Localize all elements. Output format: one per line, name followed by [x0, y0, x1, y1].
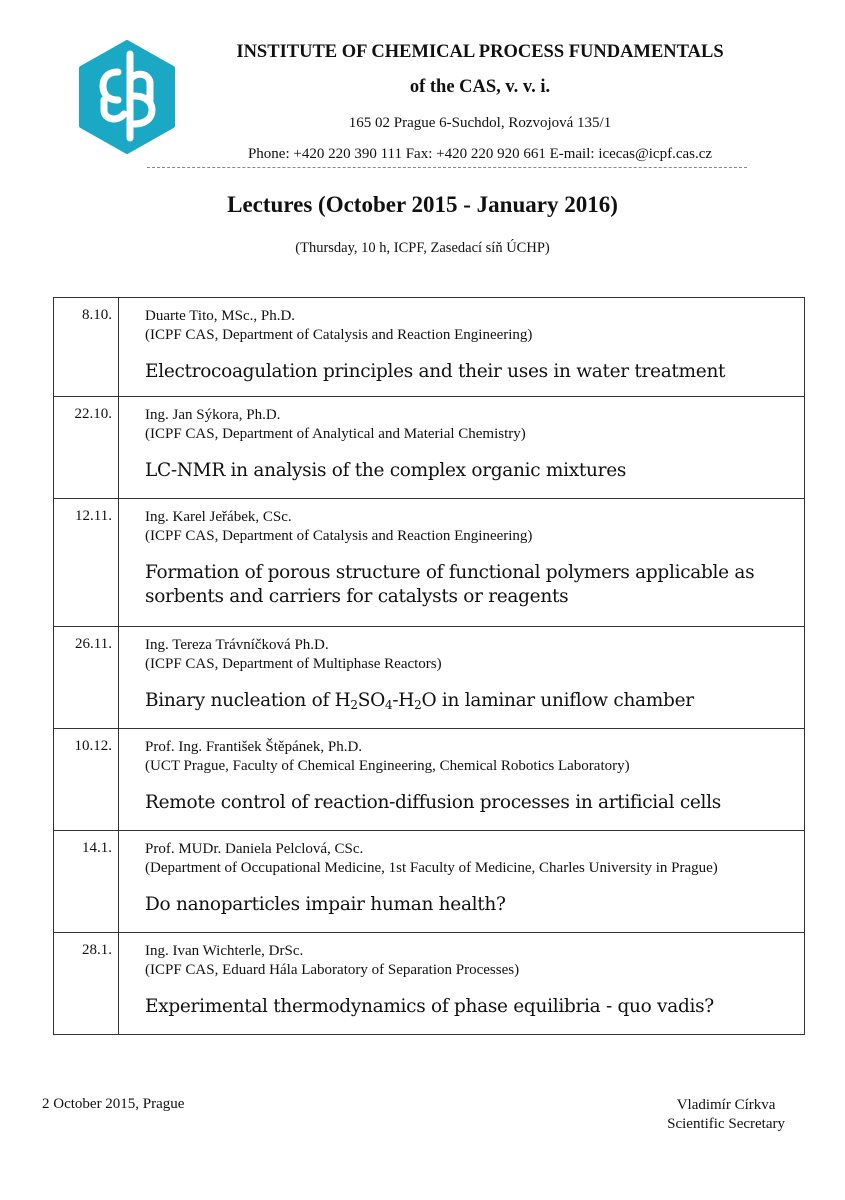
title-text: SO	[357, 690, 385, 711]
lecture-date: 12.11.	[54, 499, 119, 627]
title-text: Binary nucleation of H	[145, 690, 351, 711]
subscript: 2	[350, 698, 358, 712]
lecture-title: Electrocoagulation principles and their uses in water treatment	[145, 361, 726, 382]
lecture-info	[119, 298, 805, 397]
lecture-info	[119, 933, 805, 1035]
lecture-date: 28.1.	[54, 933, 119, 1035]
lecture-speaker: Prof. MUDr. Daniela Pelclová, CSc.	[145, 841, 364, 857]
footer-date-place: 2 October 2015, Prague	[42, 1096, 185, 1112]
table-row	[54, 933, 805, 1035]
lecture-title: LC-NMR in analysis of the complex organic mixtures	[145, 460, 627, 481]
lecture-date: 22.10.	[54, 397, 119, 499]
lecture-date: 14.1.	[54, 831, 119, 933]
lecture-title	[145, 689, 804, 713]
table-row	[54, 499, 805, 627]
lecture-affiliation: (UCT Prague, Faculty of Chemical Engineering, Chemical Robotics Laboratory)	[145, 758, 630, 774]
letterhead	[200, 40, 760, 163]
lecture-info	[119, 397, 805, 499]
lecture-speaker: Duarte Tito, MSc., Ph.D.	[145, 308, 296, 324]
institute-address: 165 02 Prague 6-Suchdol, Rozvojová 135/1	[348, 115, 612, 131]
subscript: 2	[414, 698, 422, 712]
institute-subtitle: of the CAS, v. v. i.	[409, 77, 551, 97]
lecture-affiliation: (ICPF CAS, Department of Analytical and Material Chemistry)	[145, 426, 526, 442]
lecture-title: Do nanoparticles impair human health?	[145, 894, 506, 915]
lecture-affiliation: (ICPF CAS, Eduard Hála Laboratory of Separation Processes)	[145, 962, 520, 978]
subscript: 4	[385, 698, 393, 712]
lecture-speaker: Ing. Jan Sýkora, Ph.D.	[145, 407, 281, 423]
lecture-speaker: Prof. Ing. František Štěpánek, Ph.D.	[145, 739, 363, 755]
table-row	[54, 298, 805, 397]
lecture-date: 8.10.	[54, 298, 119, 397]
lecture-date: 26.11.	[54, 627, 119, 729]
page-subtitle: (Thursday, 10 h, ICPF, Zasedací síň ÚCHP)	[295, 240, 550, 256]
title-text: -H	[392, 690, 415, 711]
lecture-speaker: Ing. Ivan Wichterle, DrSc.	[145, 943, 304, 959]
page-title: Lectures (October 2015 - January 2016)	[227, 192, 618, 217]
lecture-info	[119, 499, 805, 627]
signatory-role: Scientific Secretary	[667, 1116, 785, 1132]
lecture-affiliation: (ICPF CAS, Department of Multiphase Reactors)	[145, 656, 442, 672]
signatory-name: Vladimír Církva	[676, 1097, 776, 1113]
lecture-affiliation: (ICPF CAS, Department of Catalysis and Reaction Engineering)	[145, 327, 533, 343]
lecture-table	[53, 297, 805, 1035]
footer-signature	[667, 1096, 785, 1134]
lecture-info	[119, 729, 805, 831]
icpf-logo-icon	[78, 40, 176, 154]
lecture-speaker: Ing. Tereza Trávníčková Ph.D.	[145, 637, 329, 653]
lecture-info	[119, 831, 805, 933]
lecture-title: Formation of porous structure of functional polymers applicable as sorbents and carriers for catalysts or reagents	[145, 562, 755, 607]
lecture-date: 10.12.	[54, 729, 119, 831]
lecture-affiliation: (ICPF CAS, Department of Catalysis and Reaction Engineering)	[145, 528, 533, 544]
institute-name: INSTITUTE OF CHEMICAL PROCESS FUNDAMENTALS	[236, 42, 724, 62]
lecture-title: Remote control of reaction-diffusion processes in artificial cells	[145, 792, 721, 813]
table-row	[54, 627, 805, 729]
table-row	[54, 397, 805, 499]
title-text: O in laminar uniflow chamber	[421, 690, 694, 711]
lecture-title: Experimental thermodynamics of phase equilibria - quo vadis?	[145, 996, 714, 1017]
table-row	[54, 729, 805, 831]
lecture-info	[119, 627, 805, 729]
lecture-speaker: Ing. Karel Jeřábek, CSc.	[145, 509, 292, 525]
lecture-affiliation: (Department of Occupational Medicine, 1st Faculty of Medicine, Charles University in Prague)	[145, 860, 718, 876]
table-row	[54, 831, 805, 933]
header-divider	[147, 167, 747, 168]
institute-contact: Phone: +420 220 390 111 Fax: +420 220 920 661 E-mail: icecas@icpf.cas.cz	[247, 146, 713, 162]
